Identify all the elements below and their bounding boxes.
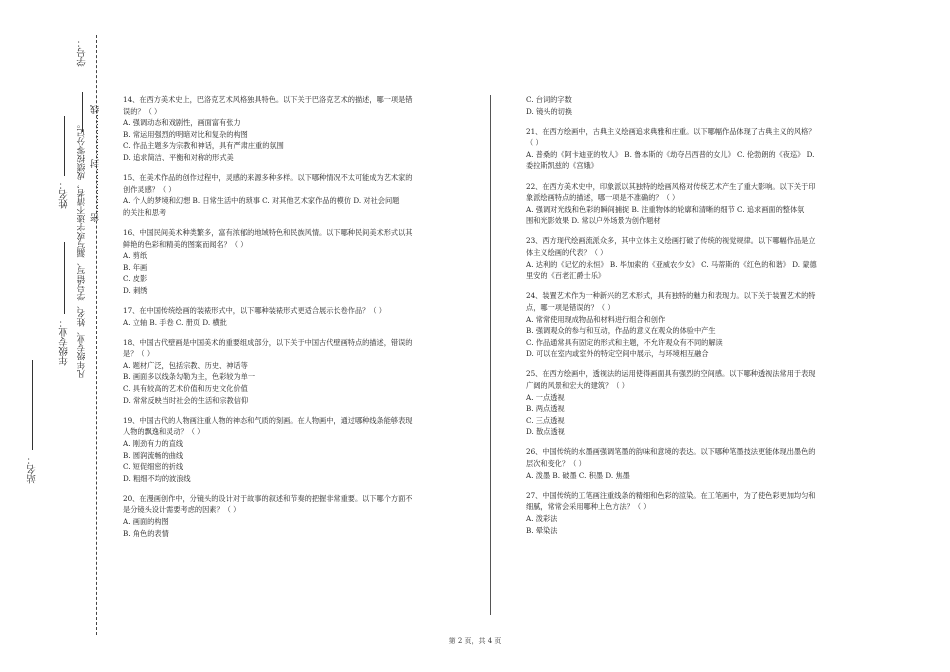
answer-option: B. 圆润流畅的曲线 xyxy=(123,450,184,460)
answer-option: A. 达利的《记忆的永恒》 B. 毕加索的《亚威农少女》 C. 马蒂斯的《红色的和谐》 D. 蒙德 xyxy=(526,259,817,269)
question-stem: 25、在西方绘画中，透视法的运用使得画面具有强烈的空间感。以下哪种透视法常用于表现 xyxy=(526,369,816,379)
binding-seal-line-text: 密……………封……………线 xyxy=(91,105,101,222)
answer-option: C. 台词的字数 xyxy=(526,95,572,104)
question-stem: 22、在西方美术史中，印象派以其独特的绘画风格对传统艺术产生了重大影响。以下关于印 xyxy=(526,181,816,191)
answer-option: D. 常常反映当时社会的生活和宗教信仰 xyxy=(123,395,249,405)
answer-option: A. 画面的构图 xyxy=(123,517,169,526)
answer-option: A. 一点透视 xyxy=(526,392,565,402)
answer-option: A. 个人的梦境和幻想 B. 日常生活中的琐事 C. 对其他艺术家作品的模仿 D. 对社会问题 xyxy=(123,196,400,206)
question-block xyxy=(123,94,483,164)
answer-option: A. 刚劲有力的直线 xyxy=(123,438,184,448)
binding-margin xyxy=(0,0,110,672)
answer-option: B. 晕染法 xyxy=(526,525,558,535)
question-block xyxy=(526,490,871,536)
answer-option: C. 具有较高的艺术价值和历史文化价值 xyxy=(123,384,248,394)
answer-option: D. 追求简洁、平衡和对称的形式美 xyxy=(123,152,234,162)
question-stem: 26、中国传统的水墨画强调笔墨的韵味和意境的表达。以下哪种笔墨技法更能体现出墨色的 xyxy=(526,447,816,457)
question-stem: 15、在美术作品的创作过程中，灵感的来源多种多样。以下哪种情况不太可能成为艺术家的 xyxy=(123,173,413,183)
question-block xyxy=(526,446,871,481)
question-block xyxy=(526,235,871,281)
answer-option: A. 泼彩法 xyxy=(526,513,558,523)
question-stem: 20、在漫画创作中，分镜头的设计对于故事的叙述和节奏的把握非常重要。以下哪个方面不 xyxy=(123,493,413,503)
question-stem: 误的？（ ） xyxy=(123,106,162,116)
question-stem: 19、中国古代的人物画注重人物的神态和气质的刻画。在人物画中，通过哪种线条能够表现 xyxy=(123,415,413,425)
left-column xyxy=(123,94,483,548)
answer-option: 里安的《百老汇爵士乐》 xyxy=(526,271,606,281)
answer-option: C. 皮影 xyxy=(123,274,148,284)
question-block xyxy=(526,181,871,227)
answer-option: D. 刺绣 xyxy=(123,285,148,295)
question-stem: 是分镜头设计需要考虑的因素？（ ） xyxy=(123,505,241,515)
answer-option: A. 常常使用现成物品和材料进行组合和创作 xyxy=(526,314,666,324)
question-stem: 人物的飘逸和灵动？（ ） xyxy=(123,427,205,437)
answer-option: C. 三点透视 xyxy=(526,415,565,425)
answer-option: A. 强调动态和戏剧性，画面富有张力 xyxy=(123,118,241,128)
answer-option: D. 粗细不均的波浪线 xyxy=(123,473,191,483)
question-stem: 16、中国民间美术种类繁多，富有浓郁的地域特色和民族风情。以下哪种民间美术形式以其 xyxy=(123,227,413,237)
answer-option: B. 角色的表情 xyxy=(123,528,169,538)
answer-option: A. 剪纸 xyxy=(123,251,148,261)
question-stem: 体主义绘画的代表？（ ） xyxy=(526,248,608,258)
question-block xyxy=(526,94,871,117)
answer-option: 的关注和思考 xyxy=(123,207,167,217)
question-block xyxy=(123,305,483,328)
answer-option: 委拉斯凯兹的《宫娥》 xyxy=(526,161,598,171)
question-block xyxy=(526,368,871,438)
question-block xyxy=(123,493,483,539)
binding-instruction: 凡年级专业、姓名、学号错写、漏写或字迹不清者，成绩按零分记。 xyxy=(77,120,87,378)
question-block xyxy=(123,337,483,407)
answer-option: A. 普桑的《阿卡迪亚的牧人》 B. 鲁本斯的《劫夺吕西普的女儿》 C. 伦勃朗的《夜巡》 D. xyxy=(526,149,815,159)
answer-option: 围和光影效果 D. 常以户外场景为创作题材 xyxy=(526,216,661,226)
answer-option: D. 可以在室内或室外的特定空间中展示，与环境相互融合 xyxy=(526,349,709,359)
question-stem: 细腻，常常会采用哪种上色方法？（ ） xyxy=(526,502,651,512)
answer-option: C. 作品通常具有固定的形式和主题，不允许观众有不同的解读 xyxy=(526,337,723,347)
question-stem: 层次和变化？（ ） xyxy=(526,459,586,469)
page-footer: 第 2 页，共 4 页 xyxy=(448,637,502,645)
answer-option: A. 强调对光线和色彩的瞬间捕捉 B. 注重物体的轮廓和清晰的细节 C. 追求画面的整体氛 xyxy=(526,204,805,214)
name-label: 姓名： xyxy=(59,180,70,209)
column-divider xyxy=(490,95,491,615)
answer-option: B. 年画 xyxy=(123,262,148,272)
question-stem: 24、装置艺术作为一种新兴的艺术形式，具有独特的魅力和表现力。以下关于装置艺术的特 xyxy=(526,291,816,301)
grade-major-label: 年级专业： xyxy=(59,318,70,366)
question-stem: 18、中国古代壁画是中国美术的重要组成部分，以下关于中国古代壁画特点的描述，错误的 xyxy=(123,337,413,347)
grade-major-blank[interactable] xyxy=(64,242,65,314)
answer-option: D. 镜头的切换 xyxy=(526,106,573,116)
question-block xyxy=(526,290,871,360)
right-column xyxy=(526,94,871,545)
exam-site-blank[interactable] xyxy=(32,360,33,450)
question-stem: 广阔的风景和宏大的建筑？（ ） xyxy=(526,380,629,390)
question-stem: 鲜艳的色彩和精美的图案而闻名？（ ） xyxy=(123,239,248,249)
answer-option: C. 作品主题多为宗教和神话，具有严肃庄重的氛围 xyxy=(123,141,284,151)
answer-option: B. 画面多以线条勾勒为主，色彩较为单一 xyxy=(123,372,256,382)
student-id-label: 学号： xyxy=(77,38,88,67)
question-stem: 14、在西方美术史上，巴洛克艺术风格独具特色。以下关于巴洛克艺术的描述，哪一项是错 xyxy=(123,95,413,104)
question-stem: （ ） xyxy=(526,138,543,148)
question-block xyxy=(123,227,483,297)
name-blank[interactable] xyxy=(64,116,65,176)
question-block xyxy=(123,172,483,218)
question-stem: 23、西方现代绘画流派众多，其中立体主义绘画打破了传统的视觉规律。以下哪幅作品是立 xyxy=(526,236,816,246)
exam-site-label: 站名： xyxy=(27,455,38,484)
question-stem: 点，哪一项是错误的？（ ） xyxy=(526,302,615,312)
question-block xyxy=(123,415,483,485)
question-stem: 创作灵感？（ ） xyxy=(123,184,176,194)
question-stem: 17、在中国传统绘画的装裱形式中，以下哪种装裱形式更适合展示长卷作品？（ ） xyxy=(123,306,386,315)
question-block xyxy=(526,126,871,172)
question-stem: 21、在西方绘画中，古典主义绘画追求典雅和庄重。以下哪幅作品体现了古典主义的风格？ xyxy=(526,126,816,136)
answer-option: D. 散点透视 xyxy=(526,427,565,437)
answer-option: B. 常运用强烈的明暗对比和复杂的构图 xyxy=(123,129,248,139)
answer-option: A. 题材广泛，包括宗教、历史、神话等 xyxy=(123,360,248,370)
answer-option: B. 两点透视 xyxy=(526,404,565,414)
question-stem: 象派绘画特点的描述，哪一项是不准确的？（ ） xyxy=(526,193,680,203)
question-stem: 27、中国传统的工笔画注重线条的精细和色彩的渲染。在工笔画中，为了使色彩更加均匀和 xyxy=(526,490,816,500)
question-stem: 是？（ ） xyxy=(123,349,155,359)
answer-option: B. 强调观众的参与和互动，作品的意义在观众的体验中产生 xyxy=(526,326,716,336)
answer-option: C. 短促细密的折线 xyxy=(123,462,184,472)
answer-option: A. 立轴 B. 手卷 C. 册页 D. 横批 xyxy=(123,317,227,327)
answer-option: A. 泼墨 B. 破墨 C. 积墨 D. 焦墨 xyxy=(526,470,630,480)
